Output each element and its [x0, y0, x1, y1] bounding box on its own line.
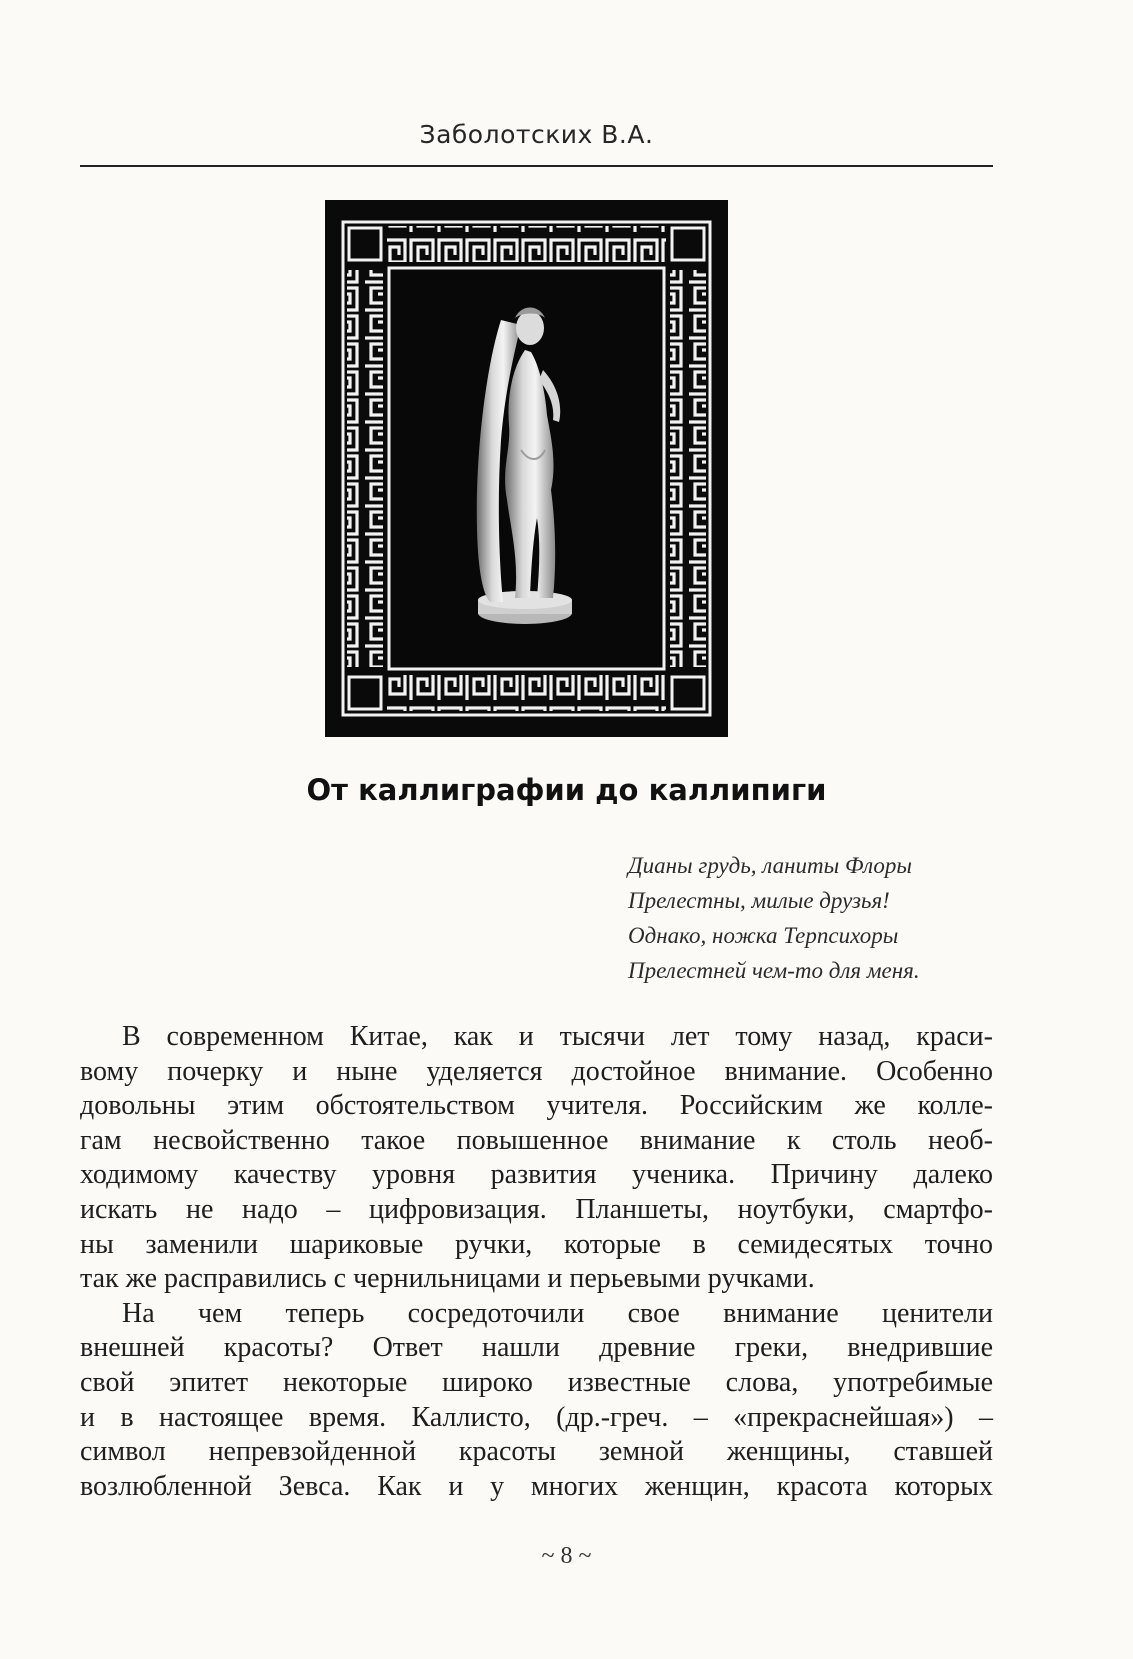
- paragraph-line: На чем теперь сосредоточили свое внимание ценители: [122, 1297, 993, 1329]
- page-number: ~ 8 ~: [541, 1543, 592, 1569]
- running-header: Заболотских В.А.: [419, 120, 654, 149]
- paragraph-line: свой эпитет некоторые широко известные слова, употребимые: [80, 1366, 993, 1398]
- paragraph-line: В современном Китае, как и тысячи лет тому назад, краси-: [122, 1021, 993, 1052]
- paragraph-line: вому почерку и ныне уделяется достойное внимание. Особенно: [80, 1055, 993, 1087]
- statue-in-greek-key-frame-icon: [325, 200, 728, 737]
- epigraph-line: Прелестны, милые друзья!: [628, 888, 890, 913]
- paragraph-line: и в настоящее время. Каллисто, (др.-греч. – «прекраснейшая») –: [80, 1401, 993, 1433]
- epigraph-line: Дианы грудь, ланиты Флоры: [628, 853, 912, 878]
- paragraph-line: ходимому качеству уровня развития ученика. Причину далеко: [80, 1159, 993, 1191]
- chapter-title: От каллиграфии до каллипиги: [306, 773, 827, 807]
- body-text: [80, 1020, 993, 1504]
- paragraph-line: довольны этим обстоятельством учителя. Российским же колле-: [80, 1090, 993, 1122]
- header-rule: [80, 165, 993, 167]
- paragraph-line: искать не надо – цифровизация. Планшеты, ноутбуки, смартфо-: [80, 1193, 993, 1225]
- paragraph-line: символ непревзойденной красоты земной женщины, ставшей: [80, 1436, 993, 1468]
- epigraph-line: Прелестней чем-то для меня.: [628, 958, 920, 983]
- paragraph-line: гам несвойственно такое повышенное внимание к столь необ-: [80, 1124, 993, 1156]
- statue-illustration: [325, 200, 728, 737]
- paragraph-line: возлюбленной Зевса. Как и у многих женщин, красота которых: [80, 1470, 993, 1502]
- paragraph-line: ны заменили шариковые ручки, которые в семидесятых точно: [80, 1228, 993, 1260]
- epigraph-line: Однако, ножка Терпсихоры: [628, 923, 899, 948]
- epigraph: [628, 848, 1008, 988]
- paragraph-line: так же расправились с чернильницами и перьевыми ручками.: [80, 1263, 815, 1295]
- paragraph-line: внешней красоты? Ответ нашли древние греки, внедрившие: [80, 1332, 993, 1364]
